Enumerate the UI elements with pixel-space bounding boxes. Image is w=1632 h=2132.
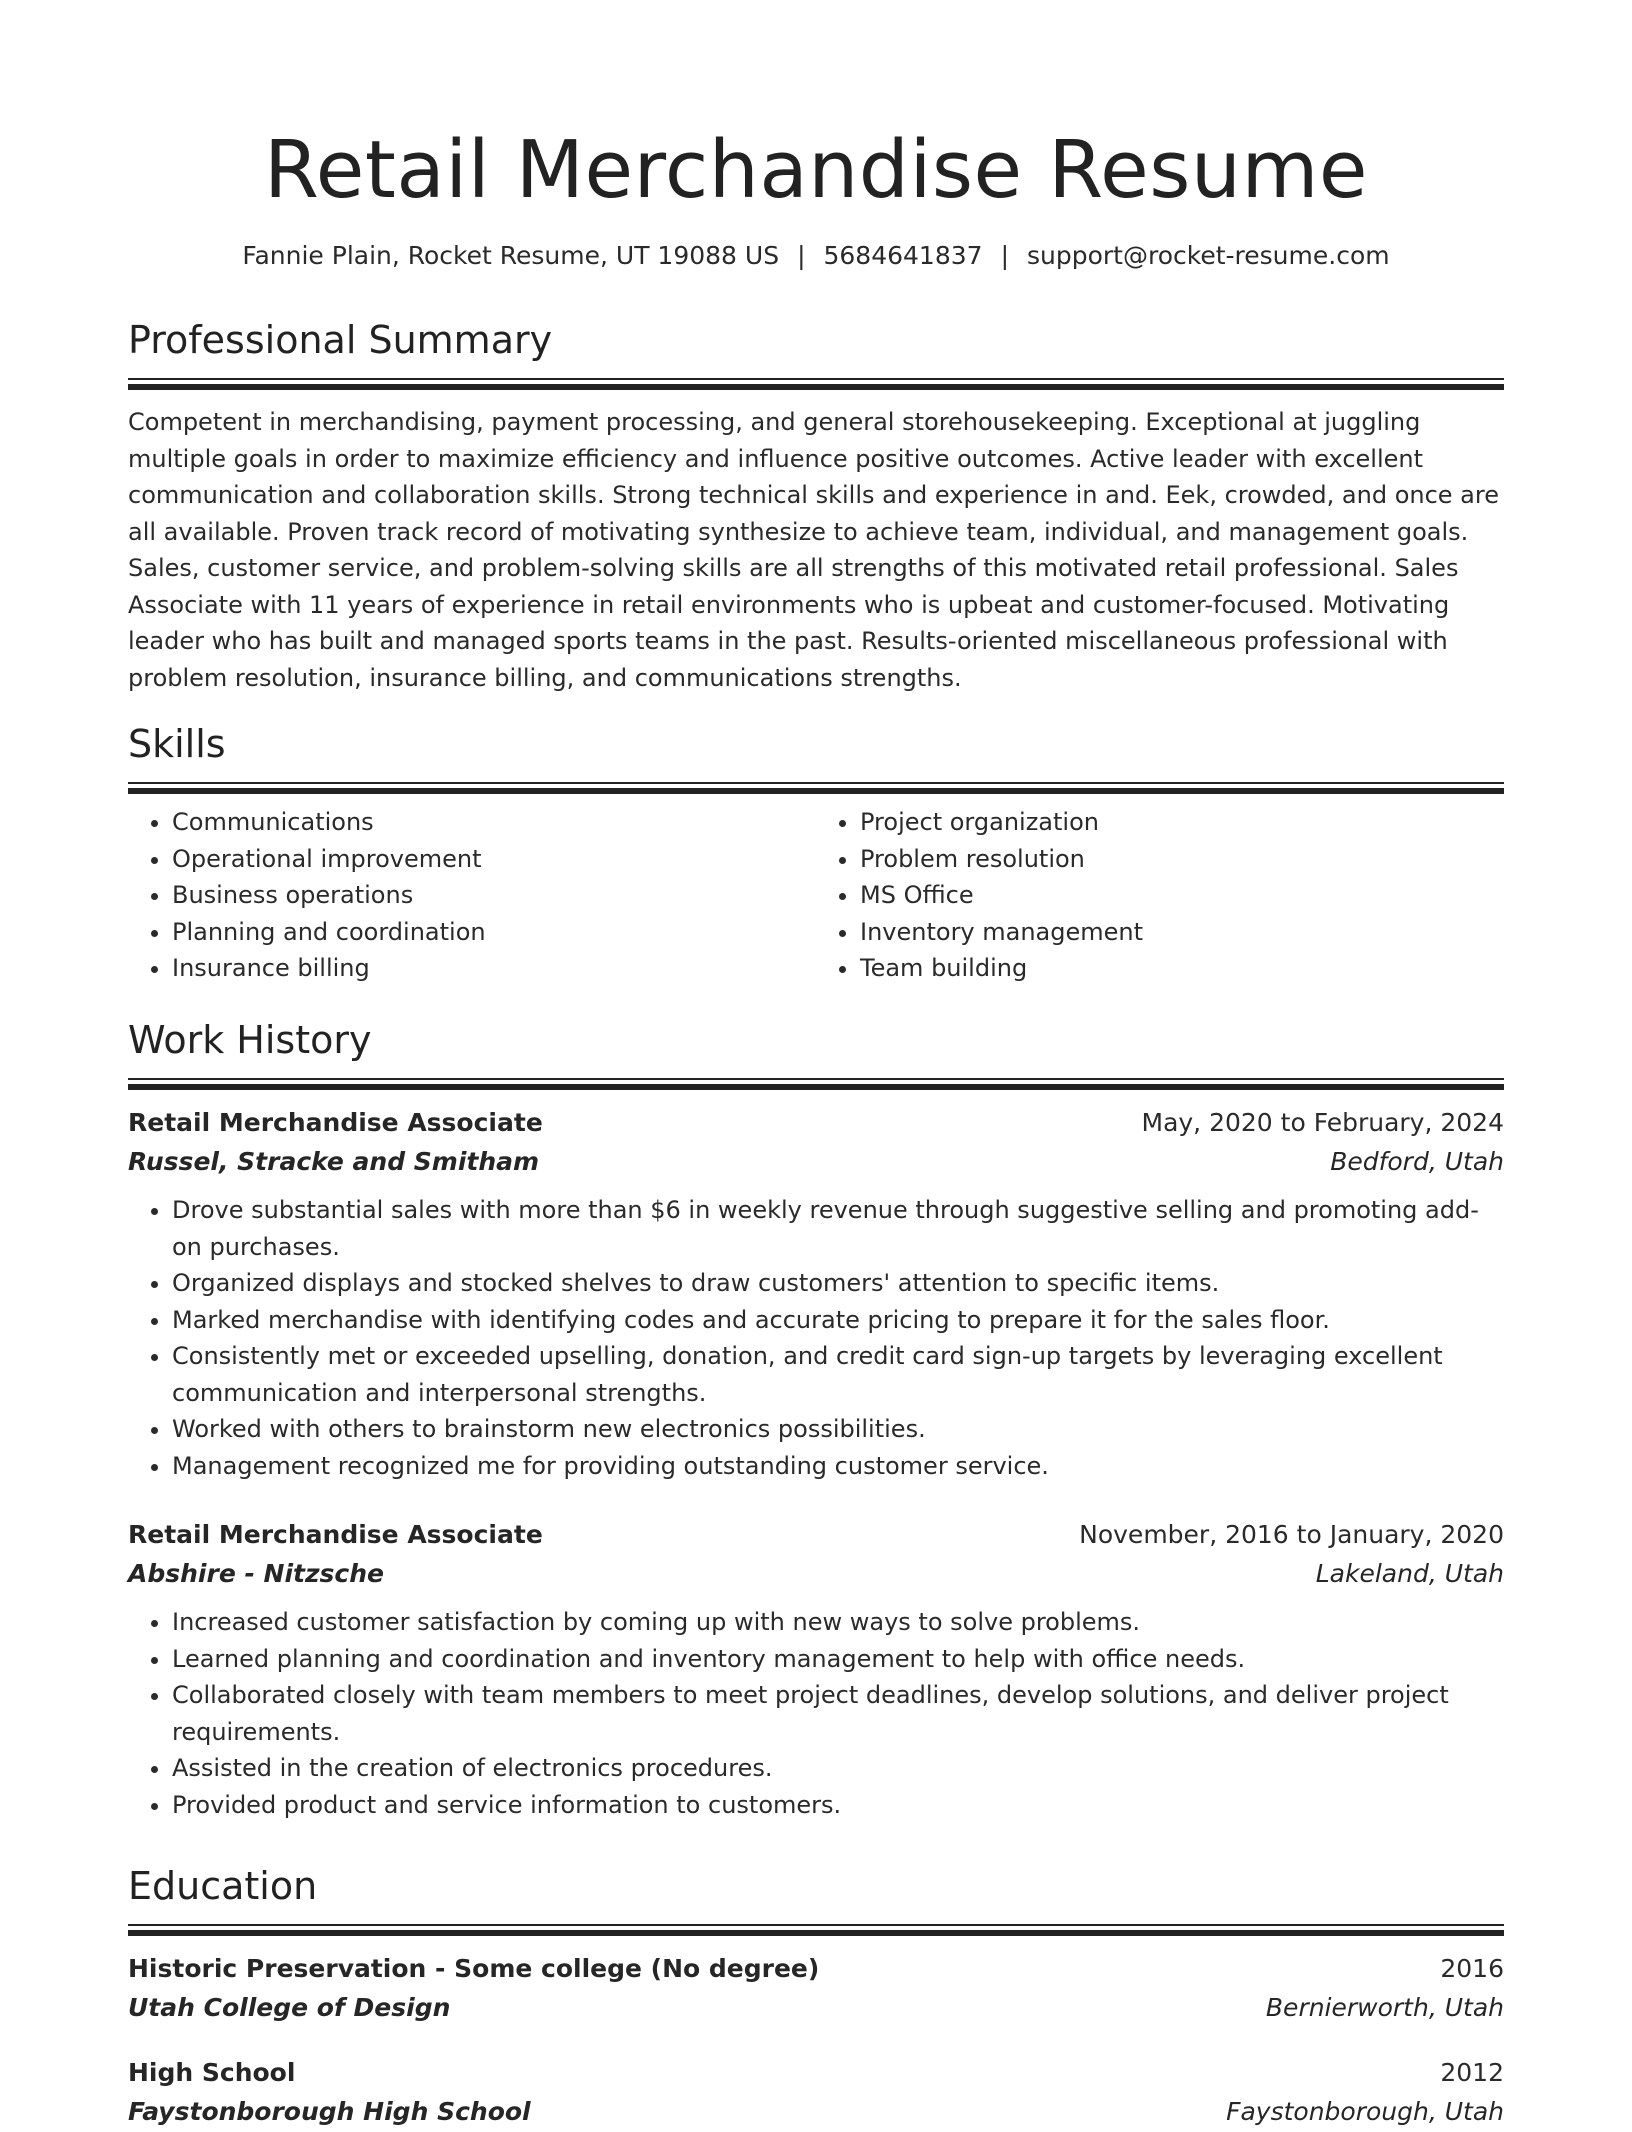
education-subheader — [128, 2092, 1504, 2132]
job-bullet: • Management recognized me for providing outstanding customer service. — [172, 1448, 1504, 1485]
education-entry — [128, 2054, 1504, 2132]
education-location: Bernierworth, Utah — [1265, 1993, 1504, 2022]
job-bullet: • Worked with others to brainstorm new electronics possibilities. — [172, 1411, 1504, 1448]
job-dates: May, 2020 to February, 2024 — [1141, 1108, 1504, 1137]
job-entry — [128, 1516, 1504, 1823]
contact-line — [128, 239, 1504, 273]
section-heading-work: Work History — [128, 1018, 372, 1062]
job-location: Lakeland, Utah — [1315, 1559, 1504, 1588]
job-title: Retail Merchandise Associate — [128, 1108, 543, 1137]
skill-item: • Insurance billing — [172, 950, 816, 987]
skills-list-right — [816, 804, 1504, 987]
job-location: Bedford, Utah — [1330, 1147, 1504, 1176]
contact-email: support@rocket-resume.com — [1027, 241, 1390, 270]
skill-item: • Team building — [860, 950, 1504, 987]
job-bullets — [128, 1604, 1504, 1823]
education-header — [128, 2054, 1504, 2092]
section-divider — [128, 1924, 1504, 1936]
job-bullet: • Collaborated closely with team members to meet project deadlines, develop solutions, and deliver project requirements. — [172, 1677, 1504, 1750]
education-location: Faystonborough, Utah — [1226, 2097, 1504, 2126]
skills-columns — [128, 804, 1504, 987]
job-bullet: • Marked merchandise with identifying codes and accurate pricing to prepare it for the sales floor. — [172, 1302, 1504, 1339]
section-heading-skills: Skills — [128, 722, 226, 766]
skills-section — [128, 720, 1504, 987]
education-entry — [128, 1950, 1504, 2028]
section-divider — [128, 378, 1504, 390]
skill-item: • Inventory management — [860, 914, 1504, 951]
work-section — [128, 1016, 1504, 1823]
education-header — [128, 1950, 1504, 1988]
job-bullet: • Consistently met or exceeded upselling, donation, and credit card sign-up targets by leveraging excellent communication and interpersonal strengths. — [172, 1338, 1504, 1411]
job-entry — [128, 1104, 1504, 1484]
education-year: 2016 — [1440, 1954, 1504, 1983]
skills-list-left — [128, 804, 816, 987]
summary-text: Competent in merchandising, payment processing, and general storehousekeeping. Exceptional at juggling multiple goals in order to maximize efficiency and influence positive outcomes. Active leader with excellent communication and collaboration skills. Strong technical skills and experience in and. Eek, crowded, and once are all available. Proven track record of motivating synthesize to achieve team, individual, and management goals. Sales, customer service, and problem-solving skills are all strengths of this motivated retail professional. Sales Associate with 11 years of experience in retail environments who is upbeat and customer-focused. Motivating leader who has built and managed sports teams in the past. Results-oriented miscellaneous professional with problem resolution, insurance billing, and communications strengths. — [128, 408, 1499, 692]
section-heading-education: Education — [128, 1864, 318, 1908]
skill-item: • Project organization — [860, 804, 1504, 841]
education-section — [128, 1862, 1504, 2132]
skill-item: • Operational improvement — [172, 841, 816, 878]
job-bullet: • Drove substantial sales with more than $6 in weekly revenue through suggestive selling and promoting add-on purchases. — [172, 1192, 1504, 1265]
job-header — [128, 1516, 1504, 1554]
section-divider — [128, 1078, 1504, 1090]
page-title: Retail Merchandise Resume — [263, 124, 1369, 216]
skill-item: • MS Office — [860, 877, 1504, 914]
job-bullet: • Learned planning and coordination and inventory management to help with office needs. — [172, 1641, 1504, 1678]
contact-address: Fannie Plain, Rocket Resume, UT 19088 US — [242, 241, 780, 270]
job-title: Retail Merchandise Associate — [128, 1520, 543, 1549]
skill-item: • Planning and coordination — [172, 914, 816, 951]
job-subheader — [128, 1554, 1504, 1594]
contact-phone: 5684641837 — [823, 241, 983, 270]
job-dates: November, 2016 to January, 2020 — [1079, 1520, 1504, 1549]
job-header — [128, 1104, 1504, 1142]
job-bullet: • Organized displays and stocked shelves to draw customers' attention to specific items. — [172, 1265, 1504, 1302]
education-subheader — [128, 1988, 1504, 2028]
education-degree: High School — [128, 2058, 296, 2087]
education-year: 2012 — [1440, 2058, 1504, 2087]
contact-separator: | — [1000, 241, 1009, 270]
summary-section — [128, 316, 1504, 696]
job-bullet: • Assisted in the creation of electronics procedures. — [172, 1750, 1504, 1787]
skill-item: • Business operations — [172, 877, 816, 914]
section-heading-summary: Professional Summary — [128, 318, 553, 362]
section-divider — [128, 782, 1504, 794]
job-bullet: • Increased customer satisfaction by coming up with new ways to solve problems. — [172, 1604, 1504, 1641]
job-bullets — [128, 1192, 1504, 1484]
education-school: Utah College of Design — [128, 1993, 451, 2022]
job-company: Abshire - Nitzsche — [128, 1559, 385, 1588]
education-degree: Historic Preservation - Some college (No degree) — [128, 1954, 820, 1983]
contact-separator: | — [797, 241, 806, 270]
skill-item: • Communications — [172, 804, 816, 841]
skill-item: • Problem resolution — [860, 841, 1504, 878]
education-school: Faystonborough High School — [128, 2097, 531, 2126]
job-subheader — [128, 1142, 1504, 1182]
job-company: Russel, Stracke and Smitham — [128, 1147, 540, 1176]
job-bullet: • Provided product and service information to customers. — [172, 1787, 1504, 1824]
